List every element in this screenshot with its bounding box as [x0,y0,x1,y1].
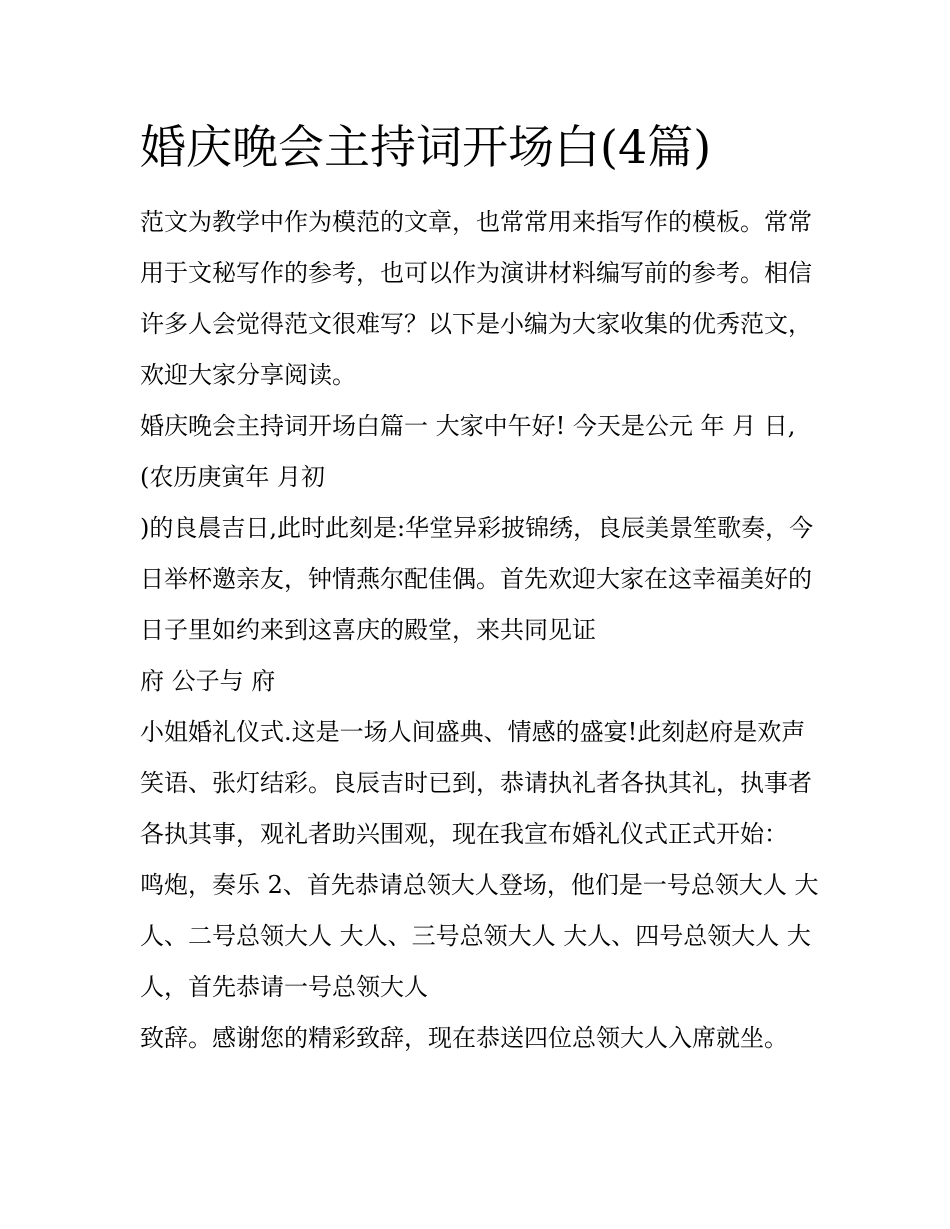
paragraph-lunar-date: (农历庚寅年 月初 [140,463,325,491]
paragraph-families: 府 公子与 府 [140,667,276,695]
document-body [140,197,820,1064]
paragraph-auspicious-day: )的良晨吉日,此时此刻是:华堂异彩披锦绣，良辰美景笙歌奏，今日举杯邀亲友，钟情燕尔配佳偶。首先欢迎大家在这幸福美好的日子里如约来到这喜庆的殿堂，来共同见证 [140,514,814,644]
paragraph-intro: 范文为教学中作为模范的文章，也常常用来指写作的模板。常常用于文秘写作的参考，也可以作为演讲材料编写前的参考。相信许多人会觉得范文很难写？以下是小编为大家收集的优秀范文，欢迎大家分享阅读。 [140,208,812,389]
paragraph-ceremony-start: 小姐婚礼仪式.这是一场人间盛典、情感的盛宴!此刻赵府是欢声笑语、张灯结彩。良辰吉时已到，恭请执礼者各执其礼，执事者各执其事，观礼者助兴围观，现在我宣布婚礼仪式正式开始： [140,718,812,848]
document-title: 婚庆晚会主持词开场白(4篇) [140,120,712,174]
paragraph-greeting: 婚庆晚会主持词开场白篇一 大家中午好! 今天是公元 年 月 日, [140,412,796,440]
paragraph-speech: 致辞。感谢您的精彩致辞，现在恭送四位总领大人入席就坐。 [140,1024,788,1052]
paragraph-officials: 鸣炮，奏乐 2、首先恭请总领大人登场，他们是一号总领大人 大人、二号总领大人 大人、三号总领大人 大人、四号总领大人 大人，首先恭请一号总领大人 [140,871,819,1001]
